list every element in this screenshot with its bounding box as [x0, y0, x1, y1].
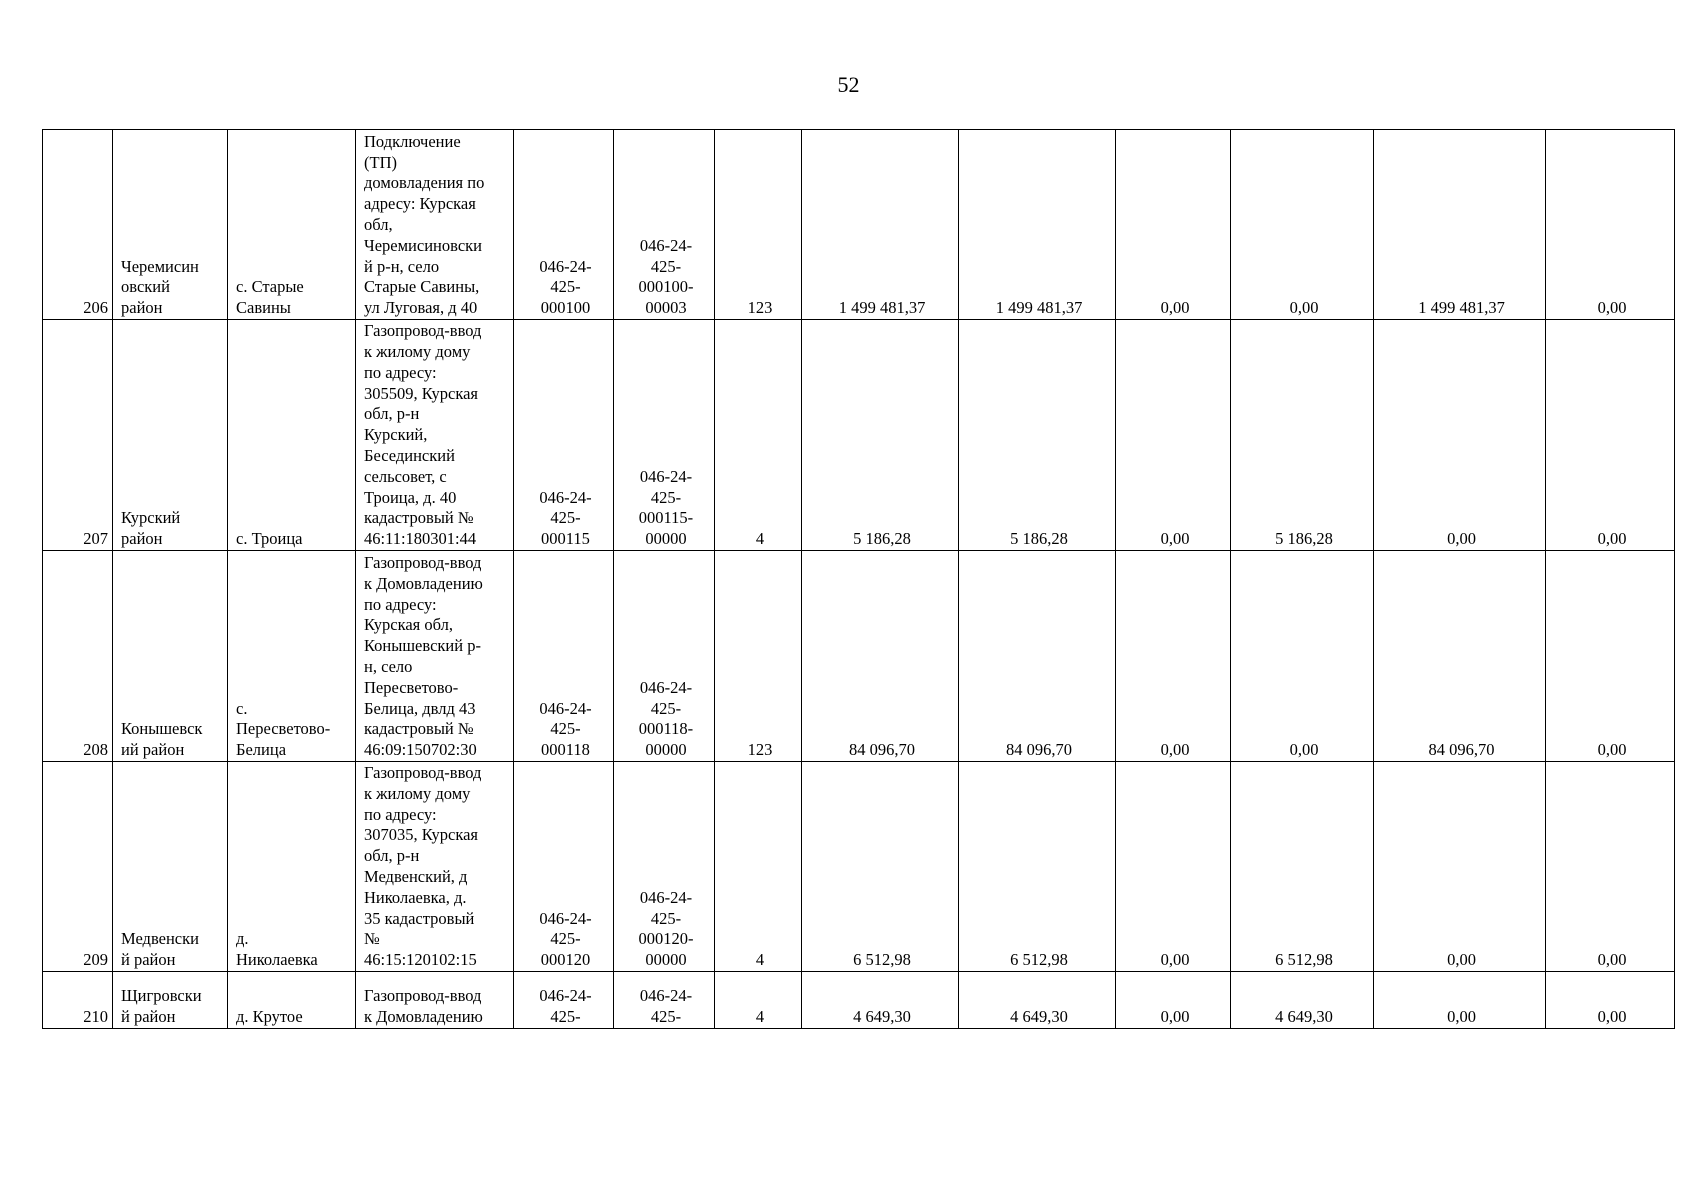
- quantity-cell: 4: [715, 320, 802, 551]
- settlement-cell: д. Крутое: [228, 972, 356, 1029]
- district-cell: Черемисин овский район: [113, 130, 228, 320]
- value-cell: 0,00: [1116, 130, 1231, 320]
- code-cell: 046-24- 425- 000115: [514, 320, 614, 551]
- settlement-cell: с. Старые Савины: [228, 130, 356, 320]
- description-cell: Газопровод-ввод к жилому дому по адресу: 305509, Курская обл, р-н Курский, Бесединский сельсовет, с Троица, д. 40 кадастровый № 46:11:180301:44: [356, 320, 514, 551]
- value-cell: 0,00: [1374, 972, 1546, 1029]
- quantity-cell: 4: [715, 972, 802, 1029]
- value-cell: 0,00: [1116, 972, 1231, 1029]
- value-cell: 0,00: [1116, 320, 1231, 551]
- table-row: [43, 320, 1675, 551]
- sub-code-cell: 046-24- 425- 000100- 00003: [614, 130, 715, 320]
- value-cell: 0,00: [1231, 130, 1374, 320]
- description-cell: Газопровод-ввод к жилому дому по адресу: 307035, Курская обл, р-н Медвенский, д Николаевка, д. 35 кадастровый № 46:15:120102:15: [356, 762, 514, 972]
- page-number: 52: [837, 72, 860, 97]
- value-cell: 0,00: [1546, 972, 1675, 1029]
- row-number: 208: [43, 551, 113, 762]
- value-cell: 0,00: [1374, 320, 1546, 551]
- settlement-cell: с. Троица: [228, 320, 356, 551]
- description-cell: Подключение (ТП) домовладения по адресу: Курская обл, Черемисиновски й р-н, село Старые Савины, ул Луговая, д 40: [356, 130, 514, 320]
- value-cell: 0,00: [1116, 762, 1231, 972]
- row-number: 209: [43, 762, 113, 972]
- settlement-cell: с. Пересветово- Белица: [228, 551, 356, 762]
- value-cell: 0,00: [1231, 551, 1374, 762]
- total-cell: 84 096,70: [802, 551, 959, 762]
- value-cell: 0,00: [1546, 551, 1675, 762]
- district-cell: Курский район: [113, 320, 228, 551]
- value-cell: 0,00: [1116, 551, 1231, 762]
- value-cell: 0,00: [1546, 130, 1675, 320]
- quantity-cell: 4: [715, 762, 802, 972]
- amount-cell: 6 512,98: [959, 762, 1116, 972]
- total-cell: 4 649,30: [802, 972, 959, 1029]
- quantity-cell: 123: [715, 130, 802, 320]
- table-row: [43, 551, 1675, 762]
- value-cell: 0,00: [1546, 762, 1675, 972]
- value-cell: 4 649,30: [1231, 972, 1374, 1029]
- value-cell: 0,00: [1374, 762, 1546, 972]
- quantity-cell: 123: [715, 551, 802, 762]
- value-cell: 0,00: [1546, 320, 1675, 551]
- description-cell: Газопровод-ввод к Домовладению по адресу: Курская обл, Конышевский р- н, село Пересветово- Белица, двлд 43 кадастровый № 46:09:150702:30: [356, 551, 514, 762]
- sub-code-cell: 046-24- 425-: [614, 972, 715, 1029]
- description-cell: Газопровод-ввод к Домовладению: [356, 972, 514, 1029]
- sub-code-cell: 046-24- 425- 000120- 00000: [614, 762, 715, 972]
- code-cell: 046-24- 425- 000100: [514, 130, 614, 320]
- district-cell: Щигровски й район: [113, 972, 228, 1029]
- amount-cell: 84 096,70: [959, 551, 1116, 762]
- data-table: [42, 129, 1675, 1029]
- row-number: 210: [43, 972, 113, 1029]
- sub-code-cell: 046-24- 425- 000115- 00000: [614, 320, 715, 551]
- value-cell: 1 499 481,37: [1374, 130, 1546, 320]
- code-cell: 046-24- 425-: [514, 972, 614, 1029]
- total-cell: 5 186,28: [802, 320, 959, 551]
- code-cell: 046-24- 425- 000118: [514, 551, 614, 762]
- amount-cell: 1 499 481,37: [959, 130, 1116, 320]
- code-cell: 046-24- 425- 000120: [514, 762, 614, 972]
- value-cell: 84 096,70: [1374, 551, 1546, 762]
- amount-cell: 4 649,30: [959, 972, 1116, 1029]
- amount-cell: 5 186,28: [959, 320, 1116, 551]
- total-cell: 1 499 481,37: [802, 130, 959, 320]
- table-row: [43, 972, 1675, 1029]
- value-cell: 5 186,28: [1231, 320, 1374, 551]
- value-cell: 6 512,98: [1231, 762, 1374, 972]
- district-cell: Конышевск ий район: [113, 551, 228, 762]
- table-row: [43, 762, 1675, 972]
- row-number: 207: [43, 320, 113, 551]
- district-cell: Медвенски й район: [113, 762, 228, 972]
- table-row: [43, 130, 1675, 320]
- total-cell: 6 512,98: [802, 762, 959, 972]
- settlement-cell: д. Николаевка: [228, 762, 356, 972]
- row-number: 206: [43, 130, 113, 320]
- sub-code-cell: 046-24- 425- 000118- 00000: [614, 551, 715, 762]
